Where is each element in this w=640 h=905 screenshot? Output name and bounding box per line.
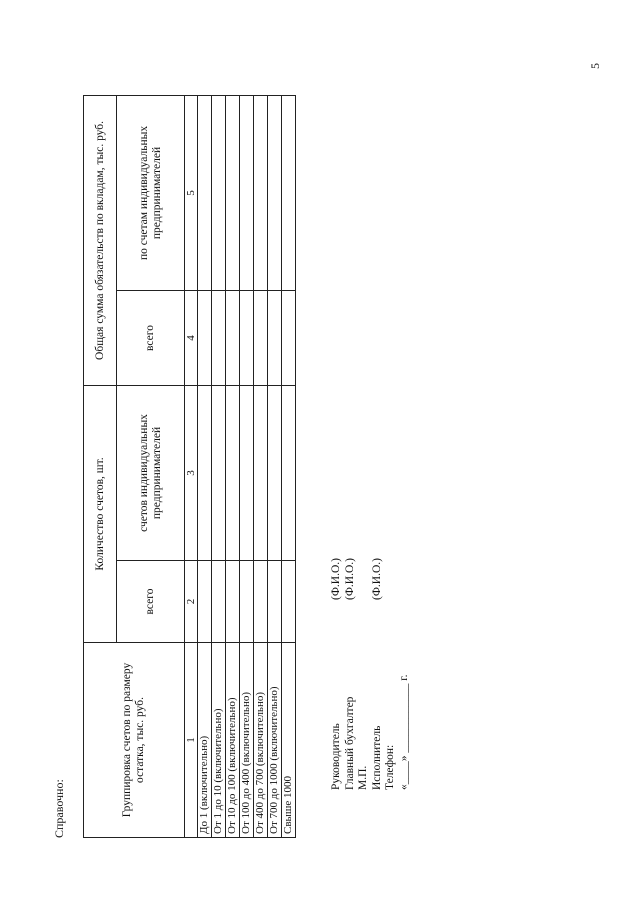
header-sum: Общая сумма обязательств по вкладам, тыс. руб.	[84, 95, 117, 385]
table-row	[198, 95, 212, 837]
intro-label: Справочно:	[52, 779, 66, 838]
header-grouping: Группировка счетов по размеру остатка, тыс. руб.	[84, 643, 185, 838]
column-number: 2	[185, 561, 198, 643]
stamp-label: М.П.	[357, 765, 369, 790]
row-label: От 10 до 100 (включительно)	[226, 643, 240, 838]
subheader-sum-ip: по счетам индивидуальных предпринимателей	[117, 95, 185, 290]
column-number: 4	[185, 290, 198, 385]
table-row	[240, 95, 254, 837]
table-row	[226, 95, 240, 837]
row-label: Свыше 1000	[282, 643, 296, 838]
row-label: От 1 до 10 (включительно)	[212, 643, 226, 838]
chief-accountant-label: Главный бухгалтер	[343, 696, 356, 790]
header-count: Количество счетов, шт.	[84, 385, 117, 642]
subheader-count-total: всего	[117, 561, 185, 643]
row-label: От 100 до 400 (включительно)	[240, 643, 254, 838]
subheader-count-ip: счетов индивидуальных предпринимателей	[117, 385, 185, 560]
head-label: Руководитель	[330, 723, 342, 790]
subheader-sum-total: всего	[117, 290, 185, 385]
date-line: «____» ____________ г.	[397, 674, 410, 790]
accounts-table	[83, 95, 296, 838]
column-number: 5	[185, 95, 198, 290]
executor-fio: (Ф.И.О.)	[370, 558, 383, 600]
table-row	[282, 95, 296, 837]
phone-label: Телефон:	[384, 744, 396, 790]
row-label: От 700 до 1000 (включительно)	[268, 643, 282, 838]
row-label: До 1 (включительно)	[198, 643, 212, 838]
table-row	[212, 95, 226, 837]
executor-label: Исполнитель	[370, 725, 383, 790]
head-fio: (Ф.И.О.)	[330, 558, 342, 600]
table-row	[254, 95, 268, 837]
table-row	[268, 95, 282, 837]
chief-accountant-fio: (Ф.И.О.)	[343, 558, 356, 600]
rotated-page-content	[40, 50, 600, 850]
signature-block	[330, 558, 411, 790]
column-number: 3	[185, 385, 198, 560]
page-number: 5	[588, 63, 602, 69]
column-number-row	[185, 95, 198, 837]
column-number: 1	[185, 643, 198, 838]
row-label: От 400 до 700 (включительно)	[254, 643, 268, 838]
